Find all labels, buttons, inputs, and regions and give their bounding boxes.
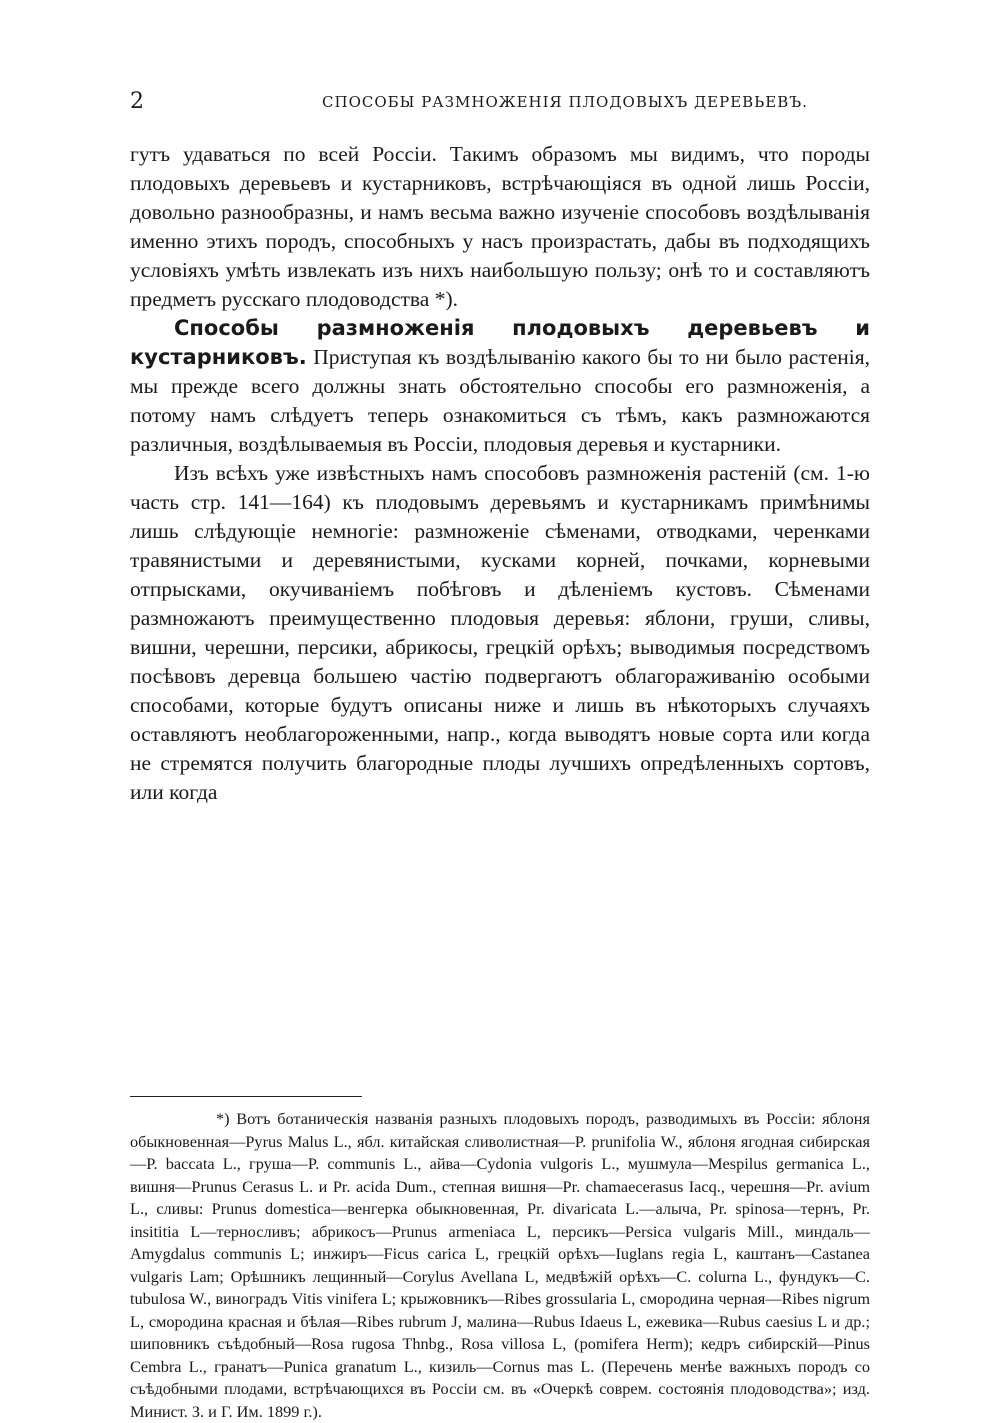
running-title: СПОСОБЫ РАЗМНОЖЕНІЯ ПЛОДОВЫХЪ ДЕРЕВЬЕВЪ. (322, 93, 808, 111)
main-text (130, 140, 870, 807)
paragraph-3: Изъ всѣхъ уже извѣстныхъ намъ способовъ размноженія растеній (см. 1-ю часть стр. 141—164) къ плодовымъ деревьямъ и кустарникамъ примѣнимы лишь слѣдующіе немногіе: размноженіе сѣменами, отводками, черенками травянистыми и деревянистыми, кусками корней, почками, корневыми отпрысками, окучиваніемъ побѣговъ и дѣленіемъ кустовъ. Сѣменами размножаютъ преимущественно плодовыя деревья: яблони, груши, сливы, вишни, черешни, персики, абрикосы, грецкій орѣхъ; выводимыя посредствомъ посѣвовъ деревца большею частію подвергаютъ облагораживанію особыми способами, которые будутъ описаны ниже и лишь въ нѣкоторыхъ случаяхъ оставляютъ необлагороженными, напр., когда выводятъ новые сорта или когда не стремятся получить благородные плоды лучшихъ опредѣленныхъ сортовъ, или когда (130, 461, 870, 804)
footnote-divider (130, 1096, 362, 1097)
section-heading: Способы размноженія плодовыхъ деревьевъ и кустарниковъ. (130, 316, 870, 369)
paragraph-1: гутъ удаваться по всей Россіи. Такимъ образомъ мы видимъ, что породы плодовыхъ деревьевъ и кустарниковъ, встрѣчающіяся въ одной лишь Россіи, довольно разнообразны, и намъ весьма важно изученіе способовъ воздѣлыванія именно этихъ породъ, способныхъ у насъ произрастать, дабы въ подходящихъ условіяхъ умѣть извлекать изъ нихъ наибольшую пользу; онѣ то и составляютъ предметъ русскаго плодоводства *). (130, 142, 870, 311)
page-number: 2 (130, 89, 144, 114)
paragraph-2 (130, 314, 870, 459)
page-header (130, 88, 870, 118)
paragraph-2-text: Приступая къ воздѣлыванію какого бы то ни было растенія, мы прежде всего должны знать обстоятельно способы его размноженія, а потому намъ слѣдуетъ теперь ознакомиться съ тѣмъ, какъ размножаются различныя, воздѣлываемыя въ Россіи, плодовыя деревья и кустарники. (130, 345, 871, 456)
footnote: *) Вотъ ботаническія названія разныхъ плодовыхъ породъ, разводимыхъ въ Россіи: яблоня обыкновенная—Pyrus Malus L., ябл. китайская сливолистная—P. prunifolia W., яблоня ягодная сибирская—P. baccata L., груша—P. communis L., айва—Cydonia vulgoris L., мушмула—Mespilus germanica L., вишня—Prunus Cerasus L. и Pr. acida Dum., степная вишня—Pr. chamaecerasus Iacq., черешня—Pr. avium L., сливы: Prunus domestica—венгерка обыкновенная, Pr. divaricata L.—алыча, Pr. spinosa—тернъ, Pr. insititia L—терносливъ; абрикосъ—Prunus armeniaca L, персикъ—Persica vulgaris Mill., миндаль—Amygdalus communis L; инжиръ—Ficus carica L, грецкій орѣхъ—Iuglans regia L, каштанъ—Castanea vulgaris Lam; Орѣшникъ лещинный—Corylus Avellana L, медвѣжій орѣхъ—C. colurna L., фундукъ—C. tubulosa W., виноградъ Vitis vinifera L; крыжовникъ—Ribes grossularia L, смородина черная—Ribes nigrum L, смородина красная и бѣлая—Ribes rubrum J, малина—Rubus Idaeus L, ежевика—Rubus caesius L и др.; шиповникъ съѣдобный—Rosa rugosa Thnbg., Rosa villosa L, (pomifera Herm); кедръ сибирскій—Pinus Cembra L., гранатъ—Punica granatum L., кизиль—Cornus mas L. (Перечень менѣе важныхъ породъ со съѣдобными плодами, встрѣчающихся въ Россіи см. въ «Очеркѣ соврем. состоянія плодоводства»; изд. Минист. З. и Г. Им. 1899 г.). (130, 1109, 870, 1421)
